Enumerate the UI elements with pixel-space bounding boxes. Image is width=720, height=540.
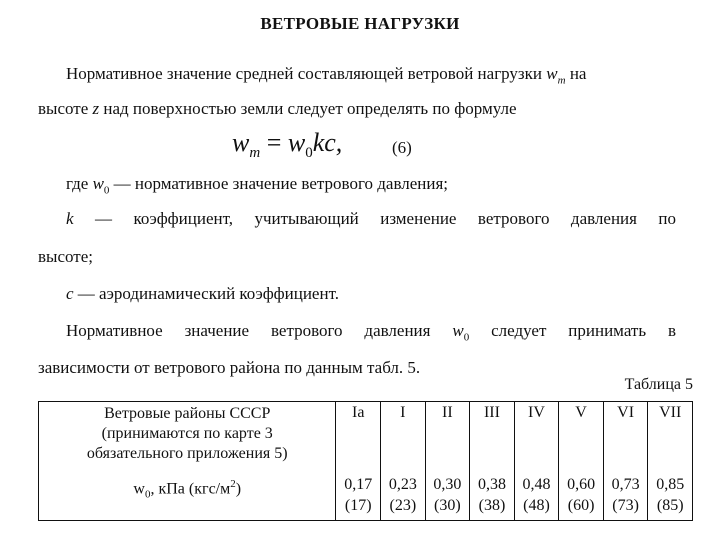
formula-6: $w_m = w_0kc$, [232, 128, 343, 162]
paragraph-1-line-1 [66, 64, 678, 86]
value-cell: 0,60 (60) [559, 474, 604, 521]
zone-header: Ia [336, 402, 381, 474]
page-title: ВЕТРОВЫЕ НАГРУЗКИ [260, 14, 460, 33]
zone-header: II [425, 402, 470, 474]
zone-header: V [559, 402, 604, 474]
definition-k-continuation: высоте; [38, 247, 93, 266]
symbol-z: z [92, 99, 100, 118]
paragraph-2-line-1: Нормативное значение ветрового давления $w_0$ следует принимать в [66, 321, 677, 344]
wind-load-table [38, 401, 693, 521]
definition-k: k — коэффициент, учитывающий изменение ветрового давления по [66, 209, 677, 228]
value-cell: 0,23 (23) [381, 474, 426, 521]
value-cell: 0,17 (17) [336, 474, 381, 521]
value-cell: 0,85 (85) [648, 474, 693, 521]
zone-header: III [470, 402, 515, 474]
row-label-w0: $w_0$, кПа $(кгс/м^2)$ [133, 477, 242, 501]
value-cell: 0,48 (48) [514, 474, 559, 521]
table-caption: Таблица 5 [624, 376, 693, 393]
definition-c: c — аэродинамический коэффициент. [66, 284, 339, 303]
value-cell: 0,38 (38) [470, 474, 515, 521]
definition-w0: где $w_0$ — нормативное значение ветрового давления; [66, 174, 449, 197]
zone-header: VI [603, 402, 648, 474]
zone-header: IV [514, 402, 559, 474]
symbol-wm: $w_m$ [546, 64, 566, 87]
paragraph-1-line-2: высоте z над поверхностью земли следует определять по формуле [38, 99, 517, 118]
equation-number: (6) [392, 138, 412, 157]
paragraph-1-end: на [569, 64, 587, 83]
value-cell: 0,30 (30) [425, 474, 470, 521]
paragraph-1-text: Нормативное значение средней составляющей ветровой нагрузки [66, 64, 543, 83]
paragraph-2-line-2: зависимости от ветрового района по данным табл. 5. [38, 358, 421, 377]
table-header-cell: Ветровые районы СССР (принимаются по карте 3 обязательного приложения 5) [86, 405, 288, 462]
zone-header: VII [648, 402, 693, 474]
zone-header: I [381, 402, 426, 474]
value-cell: 0,73 (73) [603, 474, 648, 521]
